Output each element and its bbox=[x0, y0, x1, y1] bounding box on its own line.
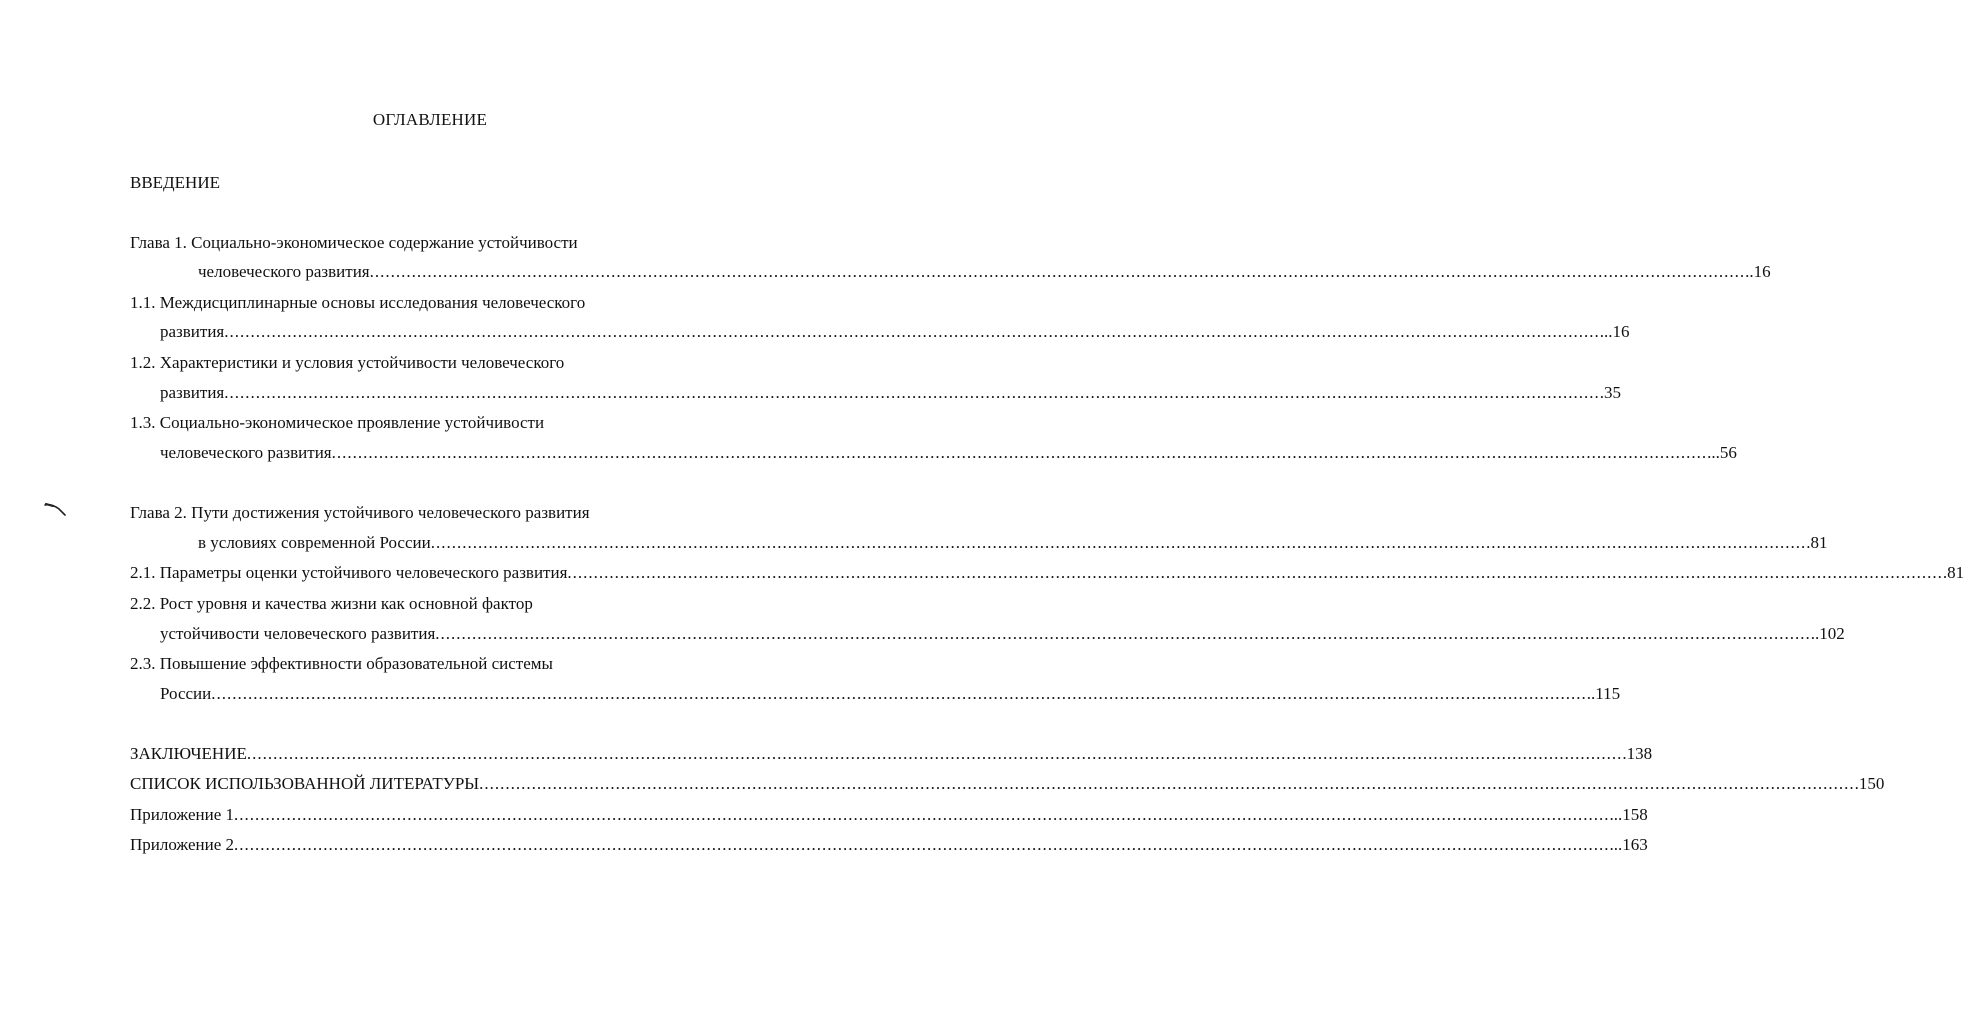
section-1-3-heading: 1.3. Социально-экономическое проявление устойчивости bbox=[130, 413, 545, 432]
section-2-2-heading: 2.2. Рост уровня и качества жизни как основной фактор bbox=[130, 594, 533, 613]
conclusion-label: ЗАКЛЮЧЕНИЕ bbox=[130, 744, 247, 763]
conclusion-page: .138 bbox=[1622, 744, 1653, 763]
section-1-3-heading-cont: человеческого развития bbox=[160, 443, 332, 462]
section-1-3-page: ...56 bbox=[1707, 443, 1737, 462]
chapter-2-page: .81 bbox=[1806, 533, 1828, 552]
chapter-1-heading-cont: человеческого развития bbox=[198, 262, 370, 281]
section-2-1-heading: 2.1. Параметры оценки устойчивого человеческого развития bbox=[130, 563, 568, 582]
page-title: ОГЛАВЛЕНИЕ bbox=[372, 110, 488, 129]
section-1-2-page: .35 bbox=[1599, 383, 1621, 402]
section-1-1-heading-cont: развития bbox=[160, 322, 225, 341]
section-1-2-heading: 1.2. Характеристики и условия устойчивости человеческого bbox=[130, 353, 565, 372]
section-1-2-entry bbox=[160, 383, 1621, 403]
dot-leader: ...................................................................................................................................................................................................................................................................... bbox=[430, 533, 1807, 552]
dot-leader: ...................................................................................................................................................................................................................................................................... bbox=[479, 774, 1855, 793]
appendix-1-page: ...158 bbox=[1609, 805, 1648, 824]
chapter-2-entry bbox=[198, 533, 1828, 553]
section-2-2-page: ..102 bbox=[1810, 624, 1845, 643]
conclusion-entry bbox=[130, 744, 1653, 764]
appendix-1-label: Приложение 1 bbox=[130, 805, 234, 824]
dot-leader: ...................................................................................................................................................................................................................................................................... bbox=[224, 322, 1600, 341]
section-1-3-entry bbox=[160, 443, 1737, 463]
dot-leader: ...................................................................................................................................................................................................................................................................... bbox=[211, 684, 1587, 703]
dot-leader: ...................................................................................................................................................................................................................................................................... bbox=[234, 805, 1610, 824]
dot-leader: ...................................................................................................................................................................................................................................................................... bbox=[369, 262, 1746, 281]
section-2-3-page: ..115 bbox=[1586, 684, 1621, 703]
section-1-1-heading: 1.1. Междисциплинарные основы исследования человеческого bbox=[130, 293, 586, 312]
appendix-2-entry bbox=[130, 835, 1648, 855]
section-1-1-entry bbox=[160, 322, 1630, 342]
section-2-3-heading: 2.3. Повышение эффективности образовательной системы bbox=[130, 654, 553, 673]
appendix-2-label: Приложение 2 bbox=[130, 835, 234, 854]
scan-mark-icon bbox=[44, 502, 66, 516]
chapter-1-entry bbox=[198, 262, 1771, 282]
dot-leader: ...................................................................................................................................................................................................................................................................... bbox=[246, 744, 1623, 763]
dot-leader: ...................................................................................................................................................................................................................................................................... bbox=[567, 563, 1943, 582]
section-2-3-heading-cont: России bbox=[160, 684, 212, 703]
chapter-1-page: ..16 bbox=[1745, 262, 1771, 281]
references-page: .150 bbox=[1854, 774, 1885, 793]
toc-intro: ВВЕДЕНИЕ bbox=[130, 173, 220, 192]
section-2-2-heading-cont: устойчивости человеческого развития bbox=[160, 624, 436, 643]
dot-leader: ...................................................................................................................................................................................................................................................................... bbox=[331, 443, 1708, 462]
chapter-2-heading-cont: в условиях современной России bbox=[198, 533, 431, 552]
references-label: СПИСОК ИСПОЛЬЗОВАННОЙ ЛИТЕРАТУРЫ bbox=[130, 774, 480, 793]
dot-leader: ...................................................................................................................................................................................................................................................................... bbox=[435, 624, 1811, 643]
chapter-2-heading: Глава 2. Пути достижения устойчивого человеческого развития bbox=[130, 503, 590, 522]
section-1-2-heading-cont: развития bbox=[160, 383, 225, 402]
dot-leader: ...................................................................................................................................................................................................................................................................... bbox=[234, 835, 1610, 854]
references-entry bbox=[130, 774, 1885, 794]
appendix-1-entry bbox=[130, 805, 1648, 825]
chapter-1-heading: Глава 1. Социально-экономическое содержание устойчивости bbox=[130, 233, 578, 252]
section-1-1-page: ...16 bbox=[1599, 322, 1630, 341]
section-2-1-entry bbox=[130, 563, 1964, 583]
appendix-2-page: ...163 bbox=[1609, 835, 1648, 854]
dot-leader: ...................................................................................................................................................................................................................................................................... bbox=[224, 383, 1600, 402]
section-2-1-page: .81 bbox=[1942, 563, 1964, 582]
section-2-2-entry bbox=[160, 624, 1845, 644]
section-2-3-entry bbox=[160, 684, 1621, 704]
